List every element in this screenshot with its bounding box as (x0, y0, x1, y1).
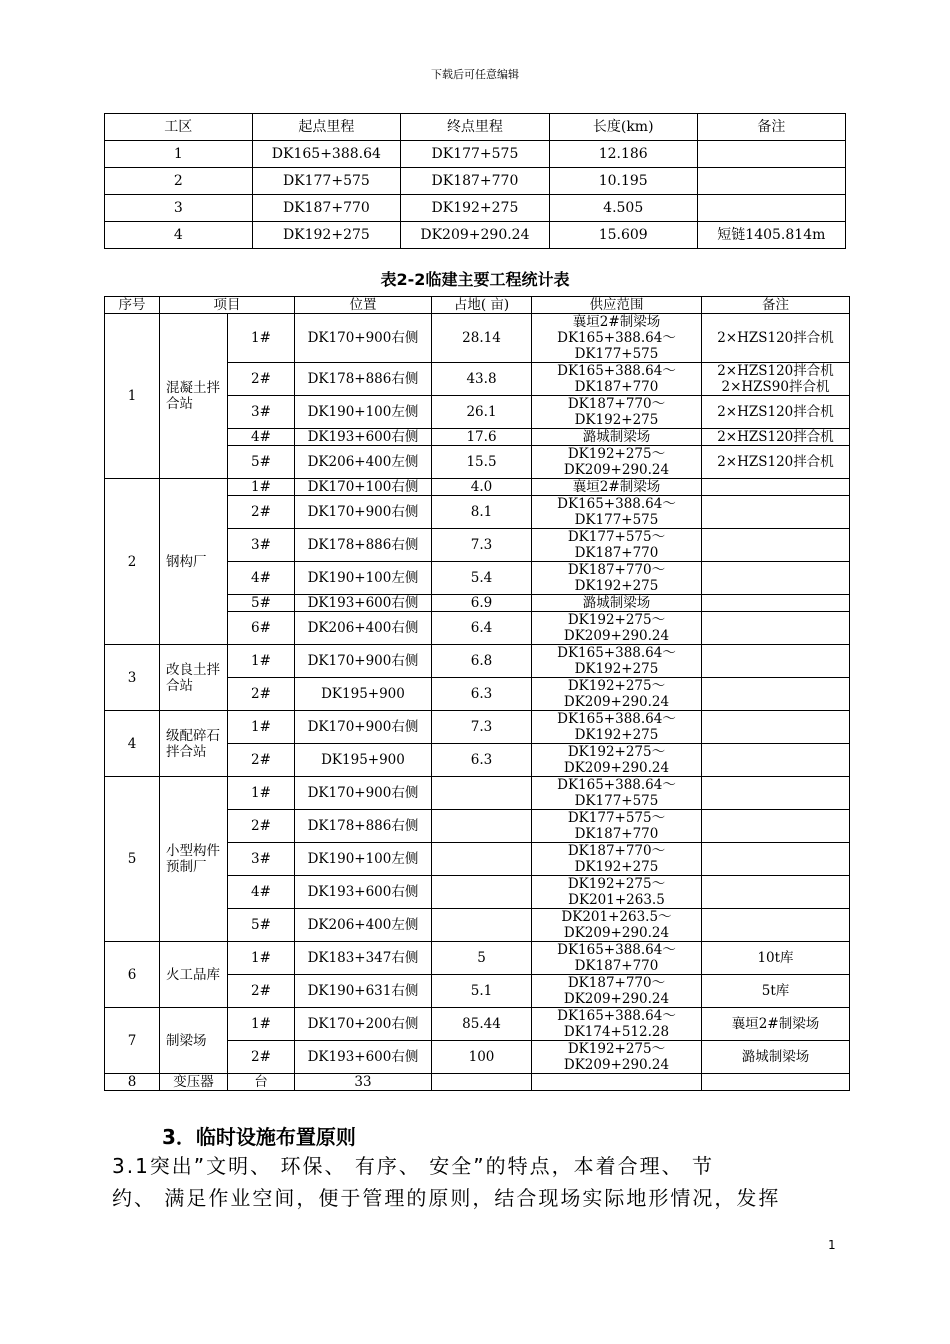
supply-cell: DK192+275～ DK209+290.24 (532, 744, 702, 777)
supply-cell: 潞城制梁场 (532, 429, 702, 446)
position-cell: DK206+400左侧 (295, 446, 432, 479)
unit-id: 4# (228, 429, 295, 446)
supply-cell: DK192+275～ DK201+263.5 (532, 876, 702, 909)
group-number: 3 (105, 645, 160, 711)
remark-cell: 襄垣2#制梁场 (702, 1008, 850, 1041)
position-cell: DK193+600右侧 (295, 429, 432, 446)
position-cell: DK195+900 (295, 678, 432, 711)
unit-id: 5# (228, 909, 295, 942)
supply-cell: DK192+275～ DK209+290.24 (532, 446, 702, 479)
table-header-cell: 备注 (697, 114, 845, 141)
group-name: 混凝土拌合站 (160, 314, 228, 479)
remark-cell (702, 711, 850, 744)
area-cell: 6.4 (432, 612, 532, 645)
unit-id: 3# (228, 843, 295, 876)
area-cell (432, 909, 532, 942)
remark-cell (702, 496, 850, 529)
area-cell: 6.9 (432, 595, 532, 612)
remark-cell: 2×HZS120拌合机 (702, 446, 850, 479)
group-number: 7 (105, 1008, 160, 1074)
area-cell (432, 843, 532, 876)
area-cell: 100 (432, 1041, 532, 1074)
supply-cell: DK177+575～ DK187+770 (532, 529, 702, 562)
group-name: 改良土拌合站 (160, 645, 228, 711)
unit-id: 5# (228, 446, 295, 479)
unit-id: 4# (228, 876, 295, 909)
remark-cell: 潞城制梁场 (702, 1041, 850, 1074)
area-cell: 15.5 (432, 446, 532, 479)
table-header-row (105, 114, 846, 141)
area-cell: 6.3 (432, 744, 532, 777)
supply-cell: DK201+263.5～ DK209+290.24 (532, 909, 702, 942)
table-header-cell: 工区 (105, 114, 253, 141)
section-heading: 3．临时设施布置原则 (162, 1125, 356, 1149)
header-remark: 备注 (702, 297, 850, 314)
position-cell: DK178+886右侧 (295, 810, 432, 843)
group-name: 钢构厂 (160, 479, 228, 645)
area-cell: 7.3 (432, 711, 532, 744)
unit-id: 5# (228, 595, 295, 612)
header-no: 序号 (105, 297, 160, 314)
remark-cell: 2×HZS120拌合机 (702, 314, 850, 363)
supply-cell: DK192+275～ DK209+290.24 (532, 1041, 702, 1074)
position-cell: 33 (295, 1074, 432, 1091)
supply-cell: DK192+275～ DK209+290.24 (532, 678, 702, 711)
unit-id: 6# (228, 612, 295, 645)
position-cell: DK206+400右侧 (295, 612, 432, 645)
group-number: 1 (105, 314, 160, 479)
table-cell: DK177+575 (401, 141, 550, 168)
remark-cell: 2×HZS120拌合机 2×HZS90拌合机 (702, 363, 850, 396)
table-header-row (105, 297, 850, 314)
table-cell: 短链1405.814m (697, 222, 845, 249)
table-cell: DK192+275 (401, 195, 550, 222)
unit-id: 1# (228, 711, 295, 744)
position-cell: DK170+200右侧 (295, 1008, 432, 1041)
position-cell: DK183+347右侧 (295, 942, 432, 975)
table-cell: 12.186 (549, 141, 697, 168)
table-row (105, 1008, 850, 1041)
group-number: 6 (105, 942, 160, 1008)
remark-cell (702, 479, 850, 496)
group-number: 8 (105, 1074, 160, 1091)
area-cell: 26.1 (432, 396, 532, 429)
group-name: 小型构件预制厂 (160, 777, 228, 942)
table-cell (697, 168, 845, 195)
table-cell: DK187+770 (252, 195, 401, 222)
group-number: 5 (105, 777, 160, 942)
group-name: 制梁场 (160, 1008, 228, 1074)
area-cell: 4.0 (432, 479, 532, 496)
table-row (105, 168, 846, 195)
position-cell: DK178+886右侧 (295, 363, 432, 396)
position-cell: DK206+400左侧 (295, 909, 432, 942)
area-cell (432, 1074, 532, 1091)
remark-cell (702, 843, 850, 876)
unit-id: 4# (228, 562, 295, 595)
remark-cell: 2×HZS120拌合机 (702, 396, 850, 429)
remark-cell (702, 562, 850, 595)
remark-cell: 10t库 (702, 942, 850, 975)
supply-cell: DK165+388.64～ DK177+575 (532, 777, 702, 810)
remark-cell (702, 529, 850, 562)
area-cell (432, 876, 532, 909)
supply-cell (532, 1074, 702, 1091)
remark-cell (702, 595, 850, 612)
area-cell: 85.44 (432, 1008, 532, 1041)
unit-id: 2# (228, 744, 295, 777)
position-cell: DK193+600右侧 (295, 595, 432, 612)
remark-cell (702, 777, 850, 810)
table-header-cell: 起点里程 (252, 114, 401, 141)
supply-cell: DK165+388.64～ DK192+275 (532, 645, 702, 678)
position-cell: DK178+886右侧 (295, 529, 432, 562)
table-header-cell: 终点里程 (401, 114, 550, 141)
table-row (105, 777, 850, 810)
area-cell: 5.1 (432, 975, 532, 1008)
table-cell: 10.195 (549, 168, 697, 195)
position-cell: DK190+100左侧 (295, 562, 432, 595)
table-cell: 2 (105, 168, 253, 195)
unit-id: 2# (228, 363, 295, 396)
table-cell: DK187+770 (401, 168, 550, 195)
temporary-works-table (104, 296, 850, 1091)
supply-cell: DK187+770～ DK192+275 (532, 562, 702, 595)
group-number: 2 (105, 479, 160, 645)
group-name: 火工品库 (160, 942, 228, 1008)
unit-id: 2# (228, 496, 295, 529)
area-cell: 5.4 (432, 562, 532, 595)
table-cell: DK192+275 (252, 222, 401, 249)
table-cell: 3 (105, 195, 253, 222)
supply-cell: DK177+575～ DK187+770 (532, 810, 702, 843)
remark-cell (702, 1074, 850, 1091)
unit-id: 3# (228, 396, 295, 429)
remark-cell (702, 909, 850, 942)
table-cell: 4 (105, 222, 253, 249)
position-cell: DK170+900右侧 (295, 645, 432, 678)
remark-cell (702, 612, 850, 645)
supply-cell: 潞城制梁场 (532, 595, 702, 612)
page-number: 1 (828, 1238, 836, 1252)
area-cell (432, 810, 532, 843)
supply-cell: DK187+770～ DK209+290.24 (532, 975, 702, 1008)
area-cell: 6.3 (432, 678, 532, 711)
table-row (105, 222, 846, 249)
position-cell: DK170+900右侧 (295, 711, 432, 744)
unit-id: 2# (228, 1041, 295, 1074)
supply-cell: 襄垣2#制梁场 (532, 479, 702, 496)
table-row (105, 942, 850, 975)
supply-cell: DK187+770～ DK192+275 (532, 843, 702, 876)
position-cell: DK170+900右侧 (295, 314, 432, 363)
supply-cell: DK165+388.64～ DK187+770 (532, 942, 702, 975)
area-cell: 28.14 (432, 314, 532, 363)
unit-id: 1# (228, 777, 295, 810)
unit-id: 2# (228, 678, 295, 711)
table-cell (697, 195, 845, 222)
table-cell: 1 (105, 141, 253, 168)
table-cell: DK209+290.24 (401, 222, 550, 249)
supply-cell: DK165+388.64～ DK192+275 (532, 711, 702, 744)
paragraph-line-2: 约、 满足作业空间，便于管理的原则，结合现场实际地形情况，发挥 (112, 1186, 781, 1210)
table-row (105, 479, 850, 496)
supply-cell: 襄垣2#制梁场 DK165+388.64～ DK177+575 (532, 314, 702, 363)
area-cell: 6.8 (432, 645, 532, 678)
position-cell: DK170+900右侧 (295, 777, 432, 810)
table-row (105, 314, 850, 363)
position-cell: DK193+600右侧 (295, 876, 432, 909)
group-name: 级配碎石拌合站 (160, 711, 228, 777)
position-cell: DK195+900 (295, 744, 432, 777)
position-cell: DK190+100左侧 (295, 843, 432, 876)
unit-id: 1# (228, 645, 295, 678)
unit-id: 1# (228, 1008, 295, 1041)
table-row (105, 711, 850, 744)
supply-cell: DK165+388.64～ DK187+770 (532, 363, 702, 396)
table-cell: 15.609 (549, 222, 697, 249)
remark-cell (702, 876, 850, 909)
header-supply: 供应范围 (532, 297, 702, 314)
group-name: 变压器 (160, 1074, 228, 1091)
position-cell: DK190+631右侧 (295, 975, 432, 1008)
table-cell: DK165+388.64 (252, 141, 401, 168)
supply-cell: DK187+770～ DK192+275 (532, 396, 702, 429)
table-caption: 表2-2临建主要工程统计表 (380, 270, 570, 289)
supply-cell: DK192+275～ DK209+290.24 (532, 612, 702, 645)
table-header-cell: 长度(km) (549, 114, 697, 141)
table-row (105, 1074, 850, 1091)
table-cell (697, 141, 845, 168)
remark-cell (702, 810, 850, 843)
group-number: 4 (105, 711, 160, 777)
area-cell: 5 (432, 942, 532, 975)
remark-cell: 2×HZS120拌合机 (702, 429, 850, 446)
table-cell: 4.505 (549, 195, 697, 222)
unit-id: 1# (228, 942, 295, 975)
header-area: 占地( 亩) (432, 297, 532, 314)
area-cell: 8.1 (432, 496, 532, 529)
remark-cell (702, 645, 850, 678)
unit-id: 1# (228, 479, 295, 496)
unit-id: 1# (228, 314, 295, 363)
table-row (105, 645, 850, 678)
area-cell: 17.6 (432, 429, 532, 446)
remark-cell (702, 744, 850, 777)
unit-id: 3# (228, 529, 295, 562)
table-row (105, 141, 846, 168)
supply-cell: DK165+388.64～ DK177+575 (532, 496, 702, 529)
position-cell: DK170+900右侧 (295, 496, 432, 529)
unit-id: 2# (228, 810, 295, 843)
position-cell: DK170+100右侧 (295, 479, 432, 496)
header-item: 项目 (160, 297, 295, 314)
table-row (105, 195, 846, 222)
paragraph-line-1: 3.1突出”文明、 环保、 有序、 安全”的特点，本着合理、 节 (112, 1154, 714, 1178)
position-cell: DK190+100左侧 (295, 396, 432, 429)
position-cell: DK193+600右侧 (295, 1041, 432, 1074)
area-cell (432, 777, 532, 810)
table-cell: DK177+575 (252, 168, 401, 195)
area-cell: 7.3 (432, 529, 532, 562)
unit-id: 台 (228, 1074, 295, 1091)
section-table (104, 113, 846, 249)
header-position: 位置 (295, 297, 432, 314)
remark-cell: 5t库 (702, 975, 850, 1008)
page-header: 下载后可任意编辑 (431, 68, 519, 81)
area-cell: 43.8 (432, 363, 532, 396)
remark-cell (702, 678, 850, 711)
unit-id: 2# (228, 975, 295, 1008)
supply-cell: DK165+388.64～ DK174+512.28 (532, 1008, 702, 1041)
